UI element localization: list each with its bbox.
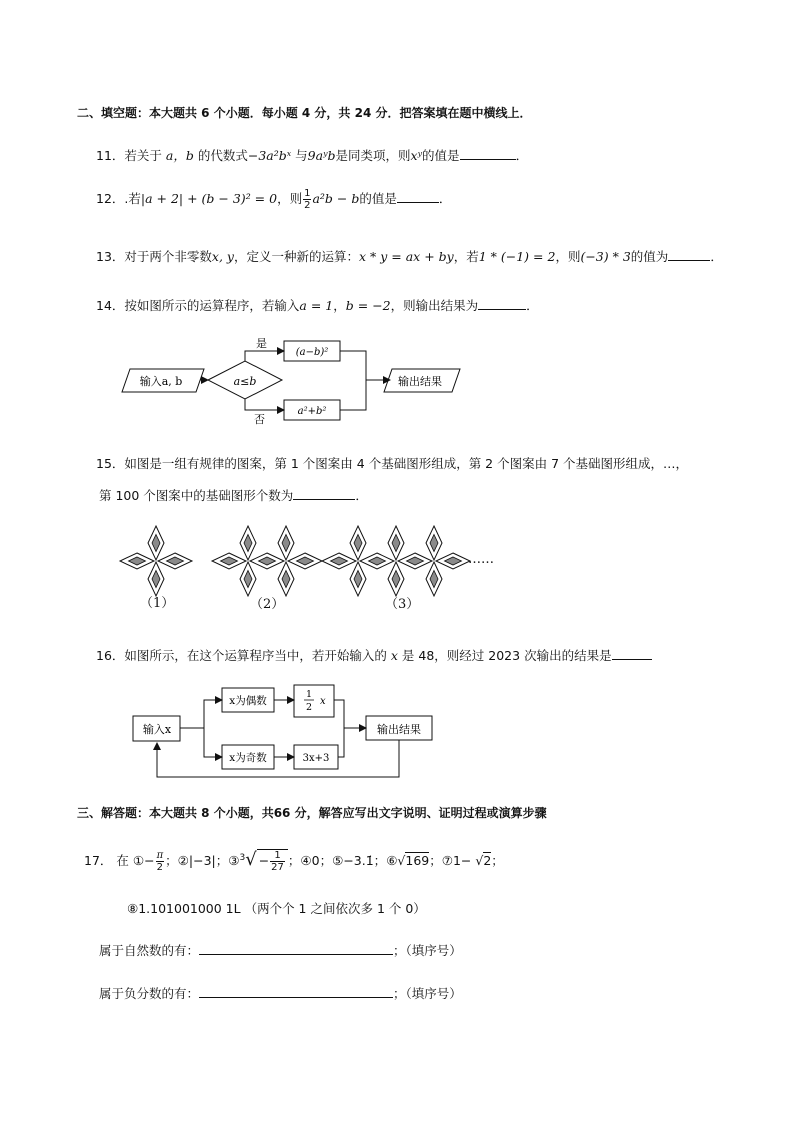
q17-item-5: ⑤−3.1̇: [332, 853, 374, 868]
q13-expr: (−3) * 3: [580, 249, 631, 264]
q11-vars: a，b: [165, 148, 194, 163]
q17-negative-fractions: [99, 984, 462, 1002]
q17-item-7: ⑦1−: [441, 853, 476, 868]
q13-text: ，若: [453, 249, 479, 264]
q12-text: 的值是: [359, 191, 397, 206]
flow16-odd-label: x为奇数: [229, 752, 267, 764]
pattern-label-3: （3）: [385, 597, 420, 612]
q12-expr: |a + 2| + (b − 3)² = 0: [140, 191, 278, 206]
q17-item-4: ④0: [300, 853, 320, 868]
q17-fill-hint: ；（填序号）: [393, 943, 462, 958]
flow16-half-var: x: [320, 696, 326, 707]
q13-number: 13．: [96, 249, 125, 264]
q17-fill-hint: ；（填序号）: [393, 986, 462, 1001]
q15-number: 15: [96, 456, 112, 471]
q14-text: 按如图所示的运算程序，若输入: [124, 298, 300, 313]
flow16-half-denominator: 2: [305, 702, 313, 713]
question-16: [96, 646, 652, 664]
q11-end: ．: [515, 148, 529, 163]
answer-blank[interactable]: [612, 647, 652, 660]
q14-expr: b = −2: [345, 298, 391, 313]
flow14-no-label: 否: [254, 413, 265, 426]
q17-item-1-fraction: $\frac{\pi}{2}$: [156, 850, 164, 873]
q16-number: 16．: [96, 648, 125, 663]
section-3-heading: 三、解答题：本大题共 8 个小题，共66 分，解答应写出文字说明、证明过程或演算步骤: [77, 806, 547, 820]
q11-number: 11．: [96, 148, 125, 163]
q14-number: 14．: [96, 298, 125, 313]
flow16-half-numerator: 1: [305, 689, 313, 700]
q17-item-3: ③: [228, 853, 240, 868]
q15-text: 第 100 个图案中的基础图形个数为: [99, 488, 294, 503]
flow16-output-label: 输出结果: [377, 723, 421, 736]
q11-text: 的值是: [422, 148, 460, 163]
q16-text: 如图所示，在这个运算程序当中，若开始输入的: [124, 648, 391, 663]
flow14-output-label: 输出结果: [398, 375, 442, 388]
q14-end: ．: [526, 298, 539, 313]
flow14-box-no-label: a²+b²: [297, 406, 327, 417]
pattern-label-1: （1）: [140, 596, 175, 611]
negfrac-answer-blank[interactable]: [199, 985, 393, 998]
q17-item-8: ⑧1.101001000 1L （两个个 1 之间依次多 1 个 0）: [127, 901, 426, 916]
flow14-yes-label: 是: [256, 337, 267, 350]
q17-item-1: ①−: [132, 853, 155, 868]
flow14-input-label: 输入a, b: [139, 375, 183, 388]
q13-expr: x * y = ax + by: [359, 249, 454, 264]
q11-text: 是同类项，则: [335, 148, 411, 163]
q17-natural-numbers: [99, 941, 462, 959]
q17-item-2: ②|−3|: [177, 853, 216, 868]
flow16-even-label: x为偶数: [229, 695, 267, 707]
q13-text: ，则: [555, 249, 581, 264]
q13-text: 的值为: [630, 249, 669, 264]
q11-expr: −3a²bˣ: [247, 148, 292, 163]
q13-text: 对于两个非零数: [124, 249, 212, 264]
q13-end: ．: [710, 249, 723, 264]
q17-negfrac-label: 属于负分数的有：: [99, 986, 200, 1001]
section-2-heading: 二、填空题：本大题共 6 个小题．每小题 4 分，共 24 分．把答案填在题中横线上．: [77, 106, 532, 120]
q14-text: ，: [333, 298, 346, 313]
q17-natural-label: 属于自然数的有：: [99, 943, 200, 958]
question-17: 17． 在 ①− $\frac{\pi}{2}$ ；②|−3|；③$^3$√ − $\frac{1}{27}$ ；④0；⑤−3.1̇；⑥√169；⑦1− √2；: [84, 849, 504, 873]
q11-text: 的代数式: [193, 148, 248, 163]
q17-item-6: ⑥: [386, 853, 398, 868]
q14-text: ，则输出结果为: [390, 298, 479, 313]
q12-text: ，则: [277, 191, 303, 206]
q11-expr: 9aʸb: [307, 148, 336, 163]
q14-expr: a = 1: [299, 298, 334, 313]
pattern-label-2: （2）: [250, 597, 285, 612]
q15-text: ．如图是一组有规律的图案，第 1 个图案由 4 个基础图形组成，第 2 个图案由 7 个基础图形组成，…，: [111, 456, 689, 471]
q12-end: ．: [438, 191, 452, 206]
flow14-box-yes-label: (a−b)²: [295, 347, 329, 358]
natural-answer-blank[interactable]: [199, 942, 393, 955]
q13-text: ，定义一种新的运算：: [233, 249, 359, 264]
flow16-input-label: 输入x: [142, 723, 172, 736]
flow16-odd-op-label: 3x+3: [302, 753, 330, 764]
q12-number: 12．: [96, 191, 125, 206]
q13-vars: x, y: [211, 249, 234, 264]
q17-text: 在: [116, 853, 129, 868]
flow14-condition-label: a≤b: [233, 375, 257, 388]
q16-text: 是 48，则经过 2023 次输出的结果是: [397, 648, 612, 663]
q15-end: ．: [355, 488, 368, 503]
q11-text: 若关于: [124, 148, 166, 163]
q11-text: 与: [291, 148, 308, 163]
q12-expr: a²b − b: [312, 191, 360, 206]
q16-var: x: [390, 648, 398, 663]
pattern-ellipsis: ……: [468, 552, 494, 567]
q12-text: .若: [124, 191, 141, 206]
q13-expr: 1 * (−1) = 2: [478, 249, 556, 264]
q11-expr: xʸ: [410, 148, 423, 163]
q12-fraction: $\frac{1}{2}$: [304, 188, 311, 211]
q17-number: 17．: [84, 853, 113, 868]
